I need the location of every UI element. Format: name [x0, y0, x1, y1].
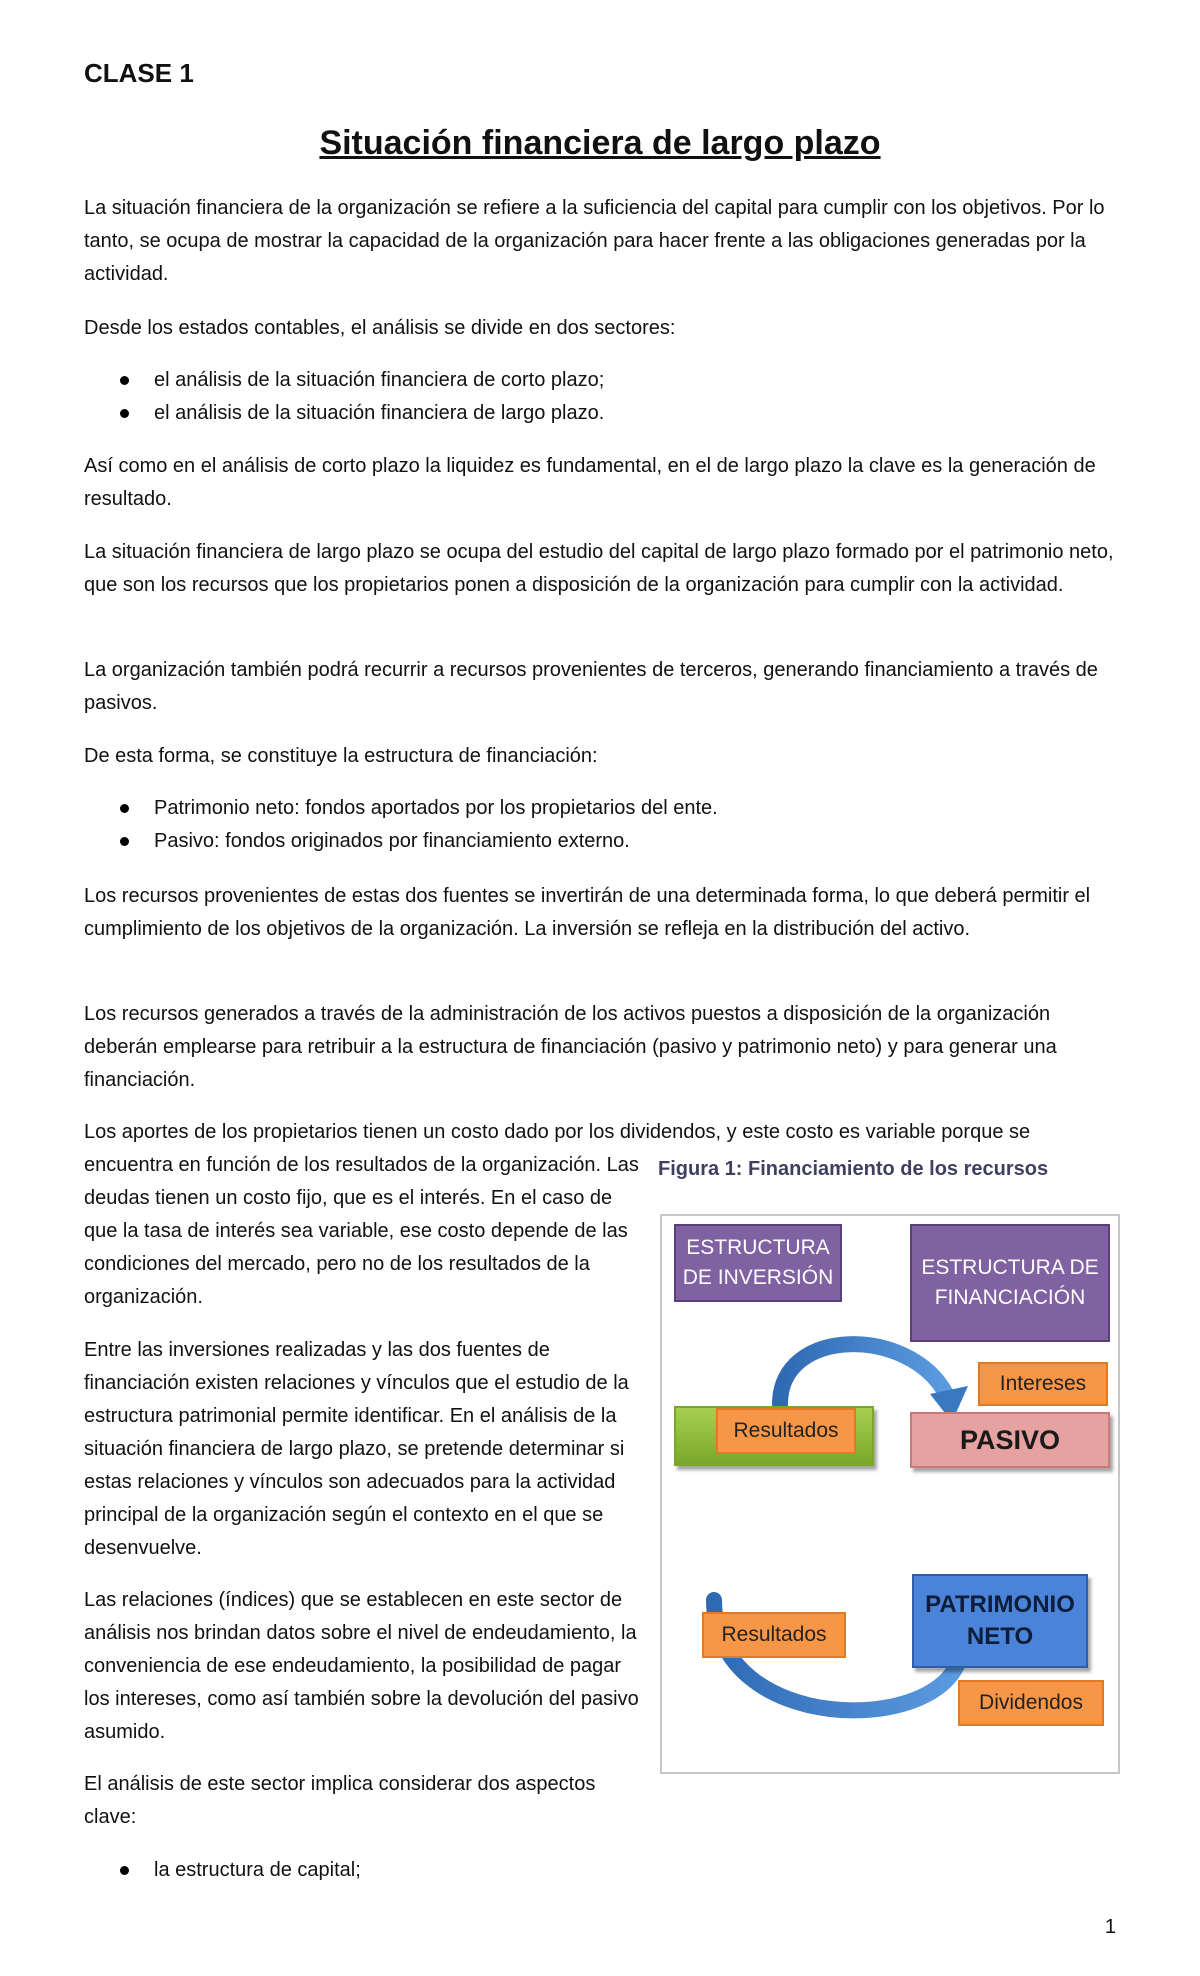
paragraph-2: Desde los estados contables, el análisis se divide en dos sectores:	[84, 317, 676, 339]
paragraph-11: Las relaciones (índices) que se establecen en este sector de análisis nos brindan datos sobre el nivel de endeudamiento, la conveniencia de ese endeudamiento, la posibilidad de pagar los intereses, como así también sobre la devolución del pasivo asumido.	[84, 1589, 639, 1743]
aspects-list	[84, 1854, 361, 1887]
paragraph-4: La situación financiera de largo plazo se ocupa del estudio del capital de largo plazo formado por el patrimonio neto, que son los recursos que los propietarios ponen a disposición de la organización para cumplir con la actividad.	[84, 541, 1114, 596]
paragraph-9-intro: Los aportes de los propietarios tienen un costo dado por los dividendos, y este costo es variable porque se	[84, 1121, 1031, 1143]
paragraph-6: De esta forma, se constituye la estructura de financiación:	[84, 745, 598, 767]
list-item: Patrimonio neto: fondos aportados por los propietarios del ente.	[84, 792, 718, 825]
paragraph-9: encuentra en función de los resultados de la organización. Las deudas tienen un costo fijo, que es el interés. En el caso de que la tasa de interés sea variable, ese costo depende de las condiciones del mercado, pero no de los resultados de la organización.	[84, 1154, 639, 1308]
list-item: el análisis de la situación financiera de largo plazo.	[84, 397, 604, 430]
page-number: 1	[1104, 1916, 1116, 1938]
financing-list	[84, 792, 718, 858]
paragraph-3: Así como en el análisis de corto plazo la liquidez es fundamental, en el de largo plazo la clave es la generación de resultado.	[84, 455, 1096, 510]
paragraph-5: La organización también podrá recurrir a recursos provenientes de terceros, generando financiamiento a través de pasivos.	[84, 659, 1098, 714]
paragraph-10: Entre las inversiones realizadas y las dos fuentes de financiación existen relaciones y vínculos que el estudio de la estructura patrimonial permite identificar. En el análisis de la situación financiera de largo plazo, se pretende determinar si estas relaciones y vínculos son adecuados para la actividad principal de la organización según el contexto en el que se desenvuelve.	[84, 1339, 629, 1559]
resultados-top-label: Resultados	[716, 1408, 856, 1454]
pasivo-box: PASIVO	[910, 1412, 1110, 1468]
paragraph-8: Los recursos generados a través de la administración de los activos puestos a disposición de la organización deberán emplearse para retribuir a la estructura de financiación (pasivo y patrimonio neto) y para generar una financiación.	[84, 1003, 1057, 1091]
figure-caption: Figura 1: Financiamiento de los recursos	[658, 1158, 1049, 1180]
class-heading: CLASE 1	[84, 58, 194, 88]
paragraph-7: Los recursos provenientes de estas dos fuentes se invertirán de una determinada forma, lo que deberá permitir el cumplimiento de los objetivos de la organización. La inversión se refleja en la distribución del activo.	[84, 885, 1091, 940]
financing-diagram	[660, 1214, 1120, 1774]
resultados-bottom-label: Resultados	[702, 1612, 846, 1658]
sectors-list	[84, 364, 604, 430]
list-item: Pasivo: fondos originados por financiamiento externo.	[84, 825, 718, 858]
intereses-label: Intereses	[978, 1362, 1108, 1406]
paragraph-1: La situación financiera de la organización se refiere a la suficiencia del capital para cumplir con los objetivos. Por lo tanto, se ocupa de mostrar la capacidad de la organización para hacer frente a las obligaciones generadas por la actividad.	[84, 197, 1105, 285]
paragraph-12: El análisis de este sector implica considerar dos aspectos clave:	[84, 1773, 596, 1828]
top-arrow	[780, 1344, 946, 1404]
list-item: la estructura de capital;	[84, 1854, 361, 1887]
dividendos-label: Dividendos	[958, 1680, 1104, 1726]
financing-structure-box: ESTRUCTURA DE FINANCIACIÓN	[910, 1224, 1110, 1342]
patrimonio-neto-box: PATRIMONIO NETO	[912, 1574, 1088, 1668]
list-item: el análisis de la situación financiera de corto plazo;	[84, 364, 604, 397]
investment-structure-box: ESTRUCTURA DE INVERSIÓN	[674, 1224, 842, 1302]
page-title: Situación financiera de largo plazo	[319, 124, 881, 162]
